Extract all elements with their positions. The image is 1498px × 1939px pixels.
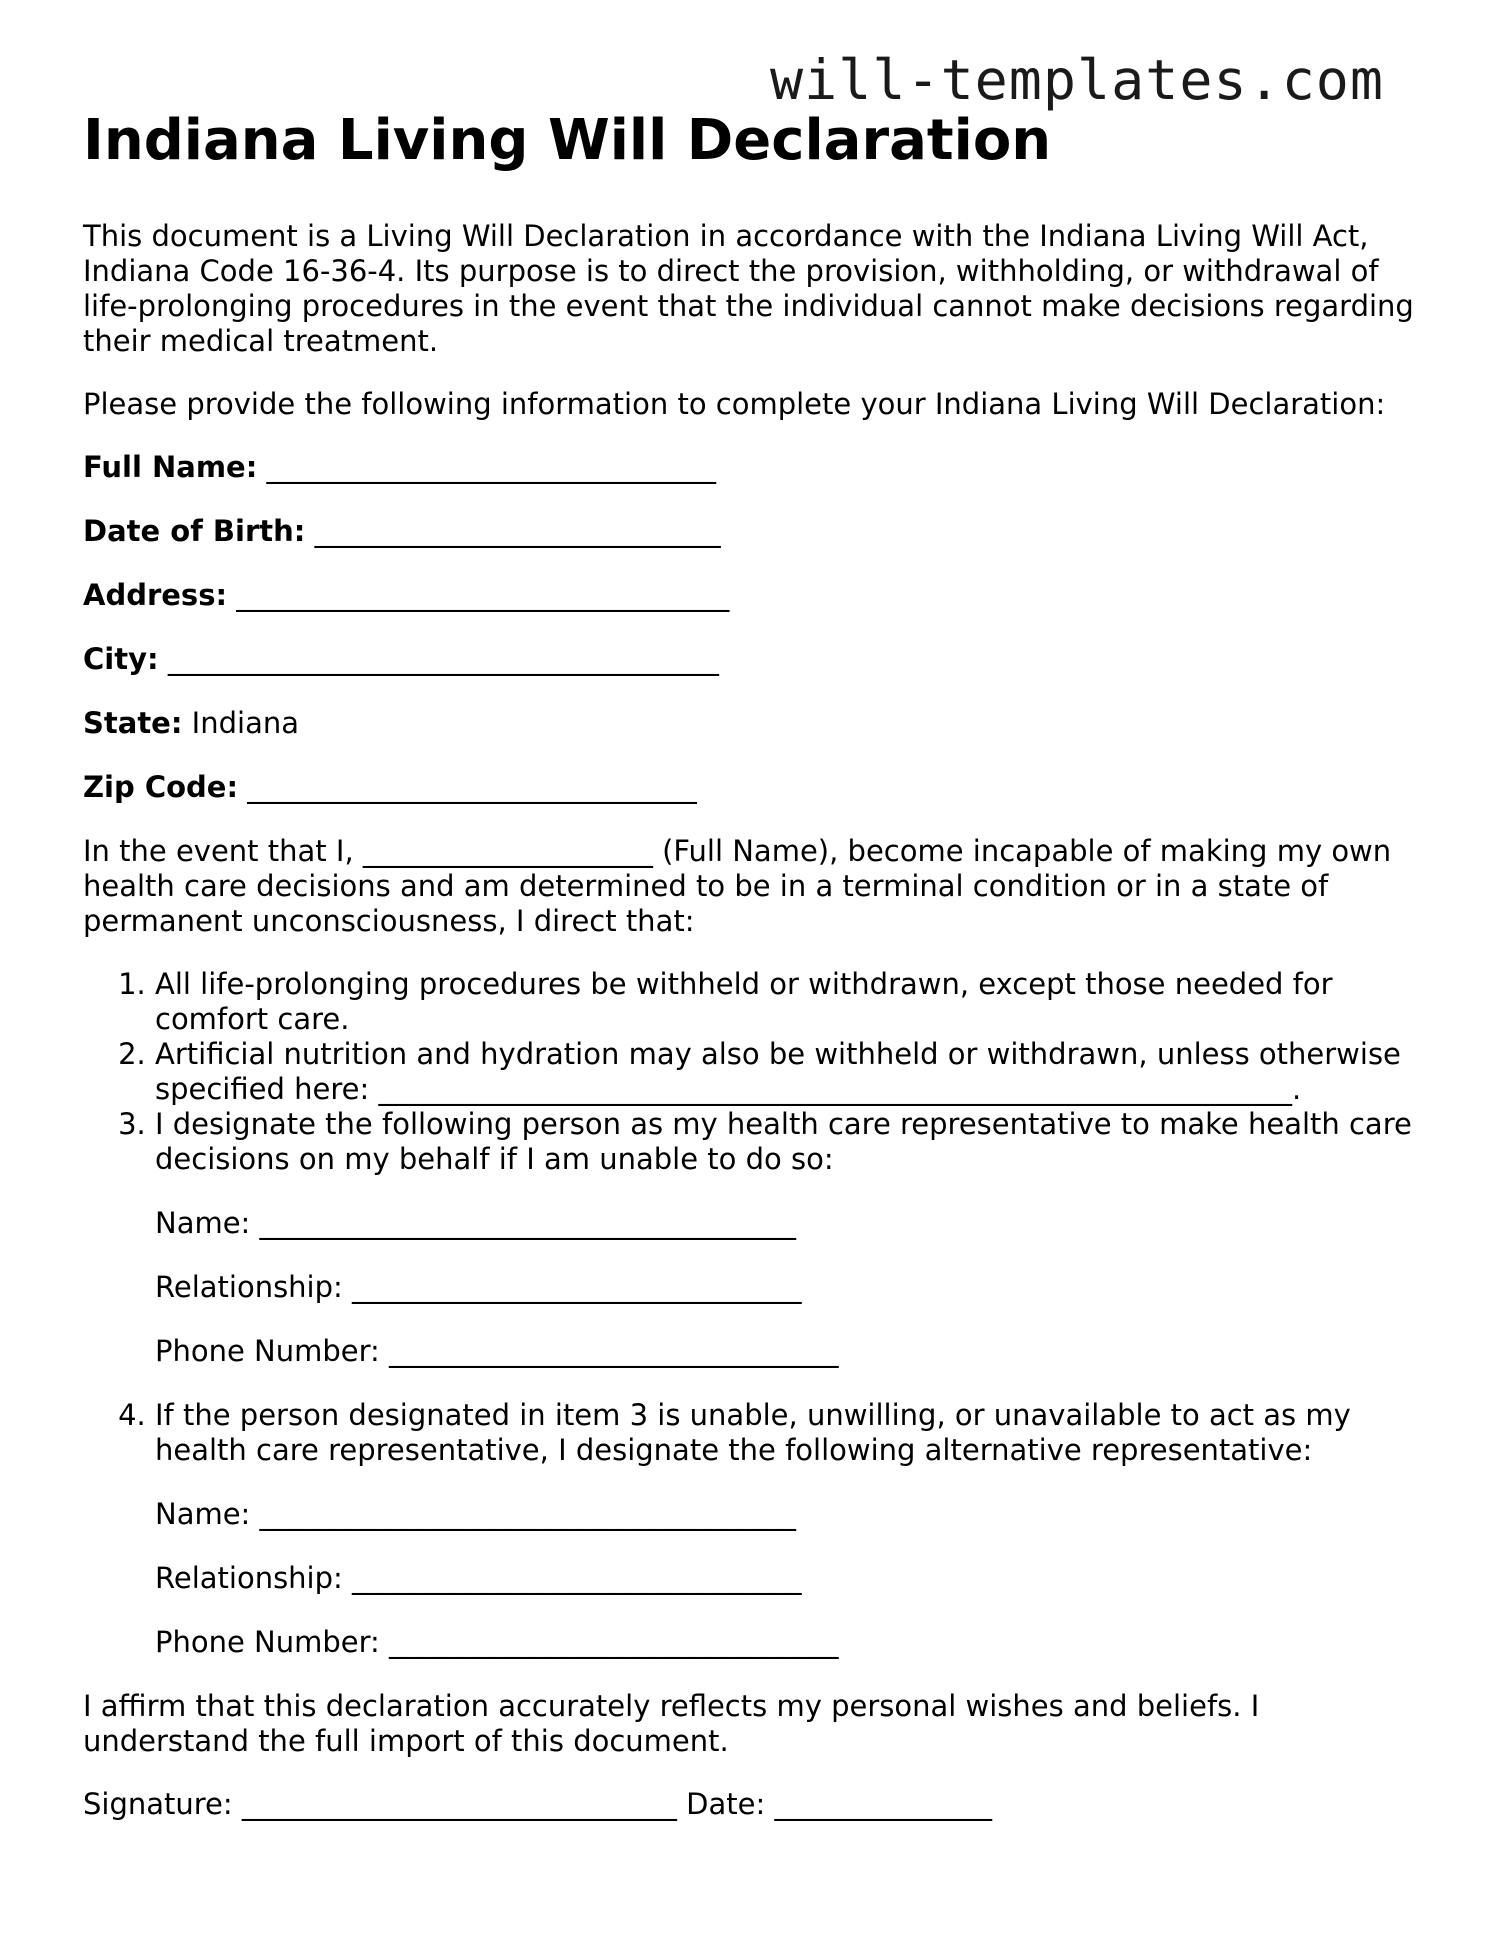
directive-item-2-text: Artificial nutrition and hydration may also be withheld or withdrawn, unless otherwise specified here:	[155, 1037, 1401, 1106]
alt-rep-phone-label: Phone Number:	[155, 1625, 390, 1659]
directive-item-3	[155, 1107, 1423, 1369]
state-value: Indiana	[191, 706, 299, 740]
rep-name-field[interactable]	[155, 1206, 1423, 1241]
directive-item-1-text: All life-prolonging procedures be withheld or withdrawn, except those needed for comfort care.	[155, 967, 1333, 1036]
directive-item-4-text: If the person designated in item 3 is unable, unwilling, or unavailable to act as my health care representative, I designate the following alternative representative:	[155, 1398, 1351, 1467]
affirmation-paragraph: I affirm that this declaration accurately reflects my personal wishes and beliefs. I understand the full import of this document.	[83, 1689, 1260, 1758]
document-page	[83, 105, 1423, 1850]
rep-name-blank[interactable]: _____________________________________	[259, 1206, 797, 1240]
signature-label: Signature:	[83, 1787, 242, 1821]
directive-item-2-blank[interactable]: _______________________________________________________________.	[378, 1072, 1302, 1106]
rep-relationship-field[interactable]	[155, 1270, 1423, 1305]
date-of-birth-label: Date of Birth:	[83, 514, 306, 548]
city-label: City:	[83, 642, 159, 676]
directive-item-4	[155, 1398, 1423, 1660]
event-paragraph	[83, 834, 1423, 939]
rep-phone-label: Phone Number:	[155, 1334, 390, 1368]
city-field[interactable]	[83, 642, 1423, 677]
rep-relationship-blank[interactable]: _______________________________	[352, 1270, 802, 1304]
watermark-text: will-templates.com	[770, 48, 1385, 112]
alt-rep-name-blank[interactable]: _____________________________________	[259, 1497, 797, 1531]
event-text-start: In the event that I,	[83, 834, 363, 868]
signature-blank[interactable]: ______________________________	[241, 1787, 677, 1821]
alt-rep-phone-field[interactable]	[155, 1625, 1423, 1660]
alt-rep-name-label: Name:	[155, 1497, 260, 1531]
rep-phone-blank[interactable]: _______________________________	[389, 1334, 839, 1368]
zip-code-field[interactable]	[83, 770, 1423, 805]
directive-item-1	[155, 967, 1423, 1037]
city-blank[interactable]: ______________________________________	[167, 642, 719, 676]
date-blank[interactable]: _______________	[774, 1787, 992, 1821]
rep-phone-field[interactable]	[155, 1334, 1423, 1369]
alt-rep-relationship-field[interactable]	[155, 1561, 1423, 1596]
alt-rep-phone-blank[interactable]: _______________________________	[389, 1625, 839, 1659]
address-blank[interactable]: __________________________________	[236, 578, 730, 612]
state-field	[83, 706, 1423, 741]
instruction-paragraph: Please provide the following information to complete your Indiana Living Will Declaration:	[83, 387, 1386, 421]
state-label: State:	[83, 706, 183, 740]
address-field[interactable]	[83, 578, 1423, 613]
document-title: Indiana Living Will Declaration	[83, 108, 1052, 173]
alt-rep-relationship-label: Relationship:	[155, 1561, 353, 1595]
zip-code-blank[interactable]: _______________________________	[247, 770, 697, 804]
full-name-field[interactable]	[83, 450, 1423, 485]
event-text-end: (Full Name), become incapable of making my own health care decisions and am determined to be in a terminal condition or in a state of permanent unconsciousness, I direct that:	[83, 834, 1392, 938]
signature-line	[83, 1787, 1423, 1822]
full-name-label: Full Name:	[83, 450, 258, 484]
date-label: Date:	[676, 1787, 775, 1821]
directive-list	[83, 967, 1423, 1660]
date-of-birth-field[interactable]	[83, 514, 1423, 549]
alt-rep-name-field[interactable]	[155, 1497, 1423, 1532]
address-label: Address:	[83, 578, 228, 612]
full-name-blank[interactable]: _______________________________	[266, 450, 717, 484]
directive-item-2	[155, 1037, 1423, 1107]
directive-item-3-text: I designate the following person as my health care representative to make health care decisions on my behalf if I am unable to do so:	[155, 1107, 1412, 1176]
intro-paragraph: This document is a Living Will Declaration in accordance with the Indiana Living Will Act, Indiana Code 16-36-4. Its purpose is to direct the provision, withholding, or withdrawal of life-prolonging procedures in the event that the individual cannot make decisions regarding their medical treatment.	[83, 219, 1414, 358]
alt-rep-relationship-blank[interactable]: _______________________________	[352, 1561, 802, 1595]
date-of-birth-blank[interactable]: ____________________________	[314, 514, 721, 548]
rep-relationship-label: Relationship:	[155, 1270, 353, 1304]
event-name-blank[interactable]: ____________________	[362, 834, 653, 868]
zip-code-label: Zip Code:	[83, 770, 239, 804]
rep-name-label: Name:	[155, 1206, 260, 1240]
